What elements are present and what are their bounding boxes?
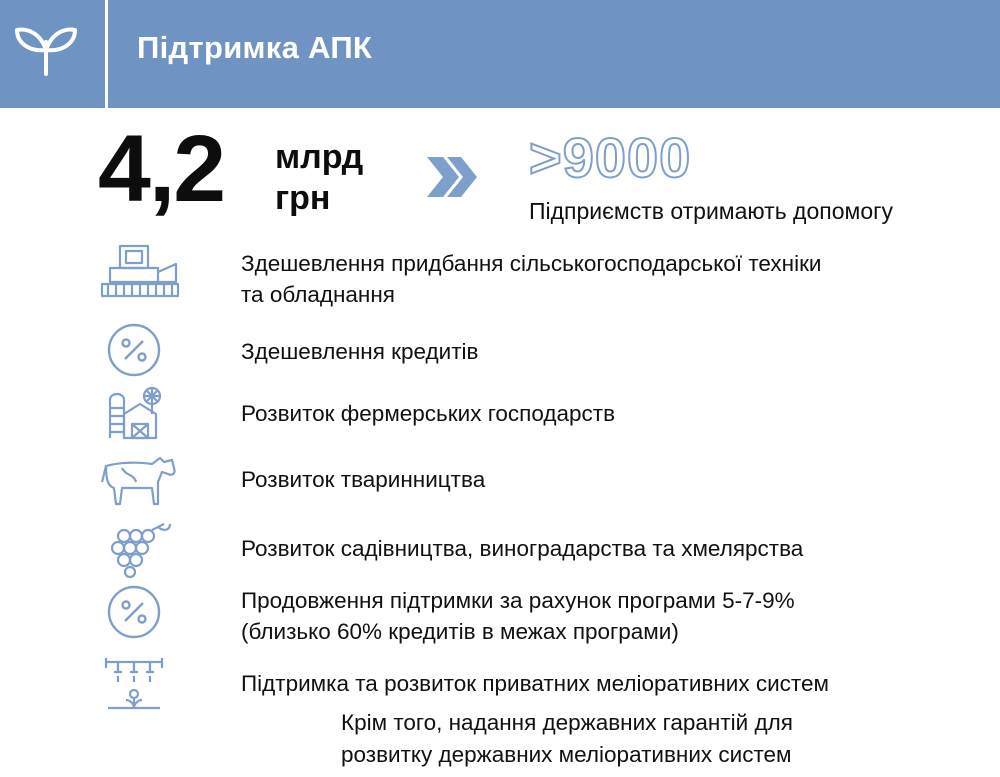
double-chevron-right-icon	[425, 153, 479, 201]
budget-unit-line2: грн	[275, 179, 331, 217]
list-item-credits	[241, 336, 479, 367]
farm-barn-icon	[100, 384, 180, 440]
list-item-text: (близько 60% кредитів в межах програми)	[241, 619, 679, 644]
list-item-farms	[241, 398, 615, 429]
budget-unit-line1: млрд	[275, 138, 364, 176]
sprout-icon	[0, 0, 106, 108]
list-item-text: Здешевлення кредитів	[241, 339, 479, 364]
irrigation-icon	[100, 654, 180, 710]
list-item-text: та обладнання	[241, 282, 395, 307]
list-item-livestock	[241, 464, 485, 495]
budget-amount: 4,2	[98, 116, 225, 222]
header-bar	[0, 0, 1000, 108]
list-item-text: Продовження підтримки за рахунок програми 5-7-9%	[241, 588, 795, 613]
page-title: Підтримка АПК	[137, 30, 373, 65]
list-item-text: Підтримка та розвиток приватних меліоративних систем	[241, 671, 829, 696]
cow-icon	[100, 452, 180, 508]
harvester-icon	[100, 244, 180, 300]
note-text: Крім того, надання державних гарантій для	[341, 710, 793, 735]
list-item-machinery	[241, 248, 822, 310]
percent-circle-icon	[100, 584, 180, 640]
logo	[0, 0, 106, 108]
enterprise-count: >9000	[529, 126, 692, 189]
additional-note	[341, 707, 793, 771]
list-item-program-579	[241, 585, 795, 647]
grapes-icon	[100, 522, 180, 578]
list-item-horticulture	[241, 533, 803, 564]
list-item-text: Здешевлення придбання сільськогосподарської техніки	[241, 251, 822, 276]
percent-circle-icon	[100, 322, 180, 378]
header-divider	[105, 0, 108, 108]
enterprise-count-label: Підприємств отримають допомогу	[529, 198, 894, 224]
list-item-irrigation	[241, 668, 829, 699]
list-item-text: Розвиток фермерських господарств	[241, 401, 616, 426]
list-item-text: Розвиток садівництва, виноградарства та хмелярства	[241, 536, 804, 561]
note-text: розвитку державних меліоративних систем	[341, 742, 792, 767]
list-item-text: Розвиток тваринництва	[241, 467, 486, 492]
